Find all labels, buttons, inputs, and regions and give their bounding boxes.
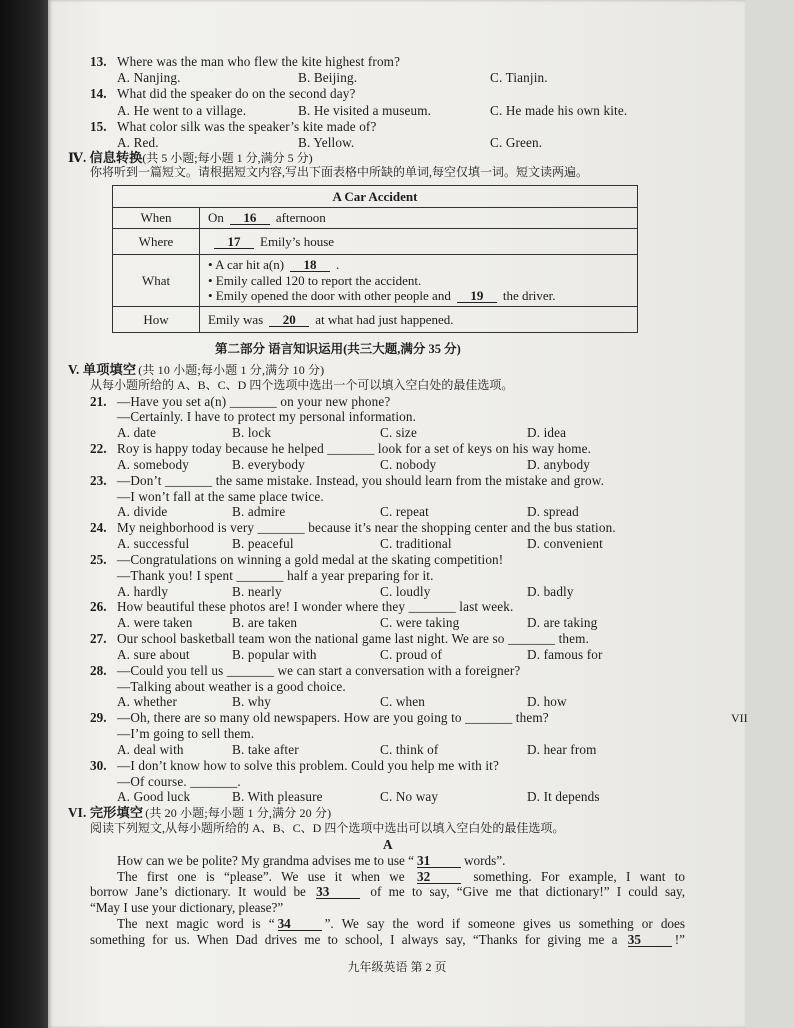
text: On [208, 210, 224, 226]
answer-blank-35: 35 [628, 934, 672, 947]
section-6-instruction [0, 821, 794, 837]
passage-text: “May I use your dictionary, please?” [90, 900, 284, 916]
passage-line-1 [0, 853, 794, 869]
option-c: C. repeat [380, 504, 429, 520]
option-c: C. size [380, 425, 417, 441]
options-13 [0, 70, 794, 86]
question-number: 13. [90, 54, 107, 69]
options-22 [0, 457, 794, 473]
question-text: —Of course. _______. [117, 773, 241, 789]
option-d: D. convenient [527, 536, 603, 552]
option-a: A. date [117, 425, 157, 441]
text: . [336, 257, 340, 273]
question-15 [0, 119, 794, 135]
question-number: 24. [90, 520, 107, 536]
question-23-reply [0, 489, 794, 505]
option-b: B. admire [232, 504, 286, 520]
row-content [200, 255, 556, 306]
text: of me to say, “Give me that dictionary!” I could say, [370, 884, 685, 900]
section-4-label: Ⅳ. 信息转换 [68, 150, 143, 165]
option-a: A. Good luck [117, 789, 191, 805]
option-a: A. hardly [117, 583, 169, 599]
text: The next magic word is “ [117, 915, 275, 931]
row-content [200, 229, 334, 254]
question-number: 25. [90, 551, 107, 567]
section-heading [68, 805, 331, 822]
section-4-instruction: 你将听到一篇短文。请根据短文内容,写出下面表格中所缺的单词,每空仅填一词。短文读两遍。 [90, 165, 589, 179]
text: afternoon [275, 210, 326, 226]
question-number: 21. [90, 393, 107, 409]
passage-line-6 [0, 932, 794, 948]
table-row-how [113, 306, 637, 332]
option-d: D. It depends [527, 789, 600, 805]
question-23 [0, 473, 794, 489]
question-29-reply [0, 726, 794, 742]
option-b: B. nearly [232, 583, 282, 599]
options-15 [0, 135, 794, 151]
text: borrow Jane’s dictionary. It would be [90, 884, 306, 900]
question-24 [0, 520, 794, 536]
question-28-reply [0, 679, 794, 695]
section-4-note: (共 5 小题;每小题 1 分,满分 5 分) [142, 151, 313, 165]
options-26 [0, 615, 794, 631]
question-30-reply [0, 774, 794, 790]
question-text: Roy is happy today because he helped _______ look for a set of keys on his way home. [117, 441, 592, 457]
option-d: D. anybody [527, 456, 591, 472]
question-text: —I won’t fall at the same place twice. [117, 488, 324, 504]
option-a: A. whether [117, 694, 178, 710]
question-number: 23. [90, 472, 107, 488]
text: • Emily called 120 to report the accident. [208, 272, 422, 288]
question-text: —I’m going to sell them. [117, 726, 255, 742]
instruction-text: 阅读下列短文,从每小题所给的 A、B、C、D 四个选项中选出可以填入空白处的最佳选项。 [90, 821, 565, 836]
option-a: A. Red. [117, 134, 159, 150]
option-b: B. peaceful [232, 536, 294, 552]
text: something. For example, I want to [473, 868, 685, 884]
option-c: C. traditional [380, 536, 452, 552]
table-title: A Car Accident [332, 188, 418, 204]
row-label: Where [113, 229, 200, 254]
options-28 [0, 694, 794, 710]
option-b: B. everybody [232, 456, 305, 472]
section-5-heading [0, 362, 794, 378]
option-c: C. Tianjin. [490, 70, 548, 86]
section-5-note: (共 10 小题;每小题 1 分,满分 10 分) [138, 363, 325, 377]
option-a: A. somebody [117, 456, 189, 472]
question-text: Our school basketball team won the national game last night. We are so _______ them. [117, 631, 590, 647]
question-21-reply [0, 409, 794, 425]
question-number: 29. [90, 710, 107, 726]
question-13 [0, 54, 794, 70]
passage-label: A [383, 836, 393, 852]
option-c: C. were taking [380, 615, 460, 631]
passage-text [117, 916, 685, 932]
option-b: B. He visited a museum. [298, 102, 432, 118]
option-b: B. take after [232, 741, 299, 757]
question-28 [0, 663, 794, 679]
answer-blank-34: 34 [278, 918, 322, 931]
option-d: D. idea [527, 425, 567, 441]
question-27 [0, 631, 794, 647]
question-text: —Oh, there are so many old newspapers. How are you going to _______ them? [117, 710, 549, 726]
option-c: C. when [380, 694, 426, 710]
text: something for us. When Dad drives me to school, I always say, “Thanks for giving me a [90, 931, 618, 947]
question-text: —Talking about weather is a good choice. [117, 678, 346, 694]
text: !” [674, 931, 685, 947]
question-25 [0, 552, 794, 568]
text: words”. [464, 852, 506, 868]
instruction-text: 从每小题所给的 A、B、C、D 四个选项中选出一个可以填入空白处的最佳选项。 [90, 377, 514, 392]
question-text: —I don’t know how to solve this problem. Could you help me with it? [117, 757, 499, 773]
question-text: —Have you set a(n) _______ on your new phone? [117, 393, 391, 409]
passage-line-4 [0, 900, 794, 916]
passage-text [117, 853, 685, 869]
question-21 [0, 394, 794, 410]
options-14 [0, 103, 794, 119]
question-number: 22. [90, 441, 107, 457]
language-knowledge-sections [0, 362, 794, 948]
options-25 [0, 584, 794, 600]
option-d: D. badly [527, 583, 574, 599]
option-d: D. hear from [527, 741, 597, 757]
option-a: A. were taken [117, 615, 193, 631]
text: Emily was [208, 311, 264, 327]
passage-line-5 [0, 916, 794, 932]
option-c: C. nobody [380, 456, 437, 472]
part-2-heading: 第二部分 语言知识运用(共三大题,满分 35 分) [215, 342, 461, 356]
question-text: What color silk was the speaker’s kite made of? [117, 118, 377, 134]
passage-text [90, 884, 685, 900]
answer-blank-17: 17 [214, 236, 254, 249]
option-c: C. think of [380, 741, 439, 757]
option-b: B. Yellow. [298, 134, 355, 150]
answer-blank-32: 32 [417, 871, 461, 884]
section-5-instruction [0, 378, 794, 394]
answer-blank-16: 16 [230, 212, 270, 225]
section-6-heading [0, 805, 794, 821]
question-29 [0, 710, 794, 726]
question-14 [0, 86, 794, 102]
margin-section-mark: VII [731, 711, 748, 725]
option-d: D. are taking [527, 615, 598, 631]
option-a: A. deal with [117, 741, 184, 757]
question-text: What did the speaker do on the second day? [117, 86, 356, 102]
question-26 [0, 599, 794, 615]
question-number: 15. [90, 118, 107, 134]
question-number: 28. [90, 662, 107, 678]
option-b: B. Beijing. [298, 70, 358, 86]
option-b: B. are taken [232, 615, 298, 631]
options-29 [0, 742, 794, 758]
option-c: C. Green. [490, 134, 543, 150]
car-accident-table [112, 185, 638, 333]
section-heading [68, 362, 324, 379]
option-b: B. why [232, 694, 272, 710]
option-a: A. sure about [117, 646, 190, 662]
option-d: D. famous for [527, 646, 603, 662]
option-c: C. He made his own kite. [490, 102, 628, 118]
listening-questions [0, 54, 794, 151]
option-c: C. No way [380, 789, 439, 805]
row-content [200, 307, 454, 332]
answer-blank-33: 33 [316, 886, 360, 899]
option-a: A. He went to a village. [117, 102, 247, 118]
question-text: —Thank you! I spent _______ half a year preparing for it. [117, 567, 434, 583]
passage-label-line [0, 837, 794, 853]
passage-line-2 [0, 869, 794, 885]
option-b: B. lock [232, 425, 272, 441]
question-text: —Certainly. I have to protect my personal information. [117, 409, 417, 425]
options-21 [0, 425, 794, 441]
section-6-note: (共 20 小题;每小题 1 分,满分 20 分) [145, 806, 332, 821]
question-22 [0, 441, 794, 457]
row-label: When [113, 208, 200, 228]
option-c: C. proud of [380, 646, 443, 662]
table-row-where [113, 228, 637, 254]
question-number: 27. [90, 631, 107, 647]
text: ”. We say the word if someone gives us something or does [324, 915, 685, 931]
question-text: —Congratulations on winning a gold medal at the skating competition! [117, 551, 504, 567]
answer-blank-20: 20 [269, 314, 309, 327]
option-b: B. popular with [232, 646, 317, 662]
passage-text [90, 932, 685, 948]
option-b: B. With pleasure [232, 789, 323, 805]
question-text: How beautiful these photos are! I wonder where they _______ last week. [117, 599, 514, 615]
table-row-what [113, 254, 637, 306]
question-number: 30. [90, 757, 107, 773]
question-text: Where was the man who flew the kite highest from? [117, 54, 401, 69]
question-number: 26. [90, 599, 107, 615]
answer-blank-31: 31 [417, 855, 461, 868]
section-6-label: VI. 完形填空 [68, 805, 144, 821]
question-30 [0, 758, 794, 774]
question-number: 14. [90, 86, 107, 102]
text: How can we be polite? My grandma advises me to use “ [117, 852, 414, 868]
question-text: —Could you tell us _______ we can start a conversation with a foreigner? [117, 662, 521, 678]
page-footer: 九年级英语 第 2 页 [347, 960, 447, 974]
text: at what had just happened. [315, 311, 454, 327]
text: Emily’s house [260, 233, 335, 249]
passage-line-3 [0, 884, 794, 900]
text: • Emily opened the door with other people and [208, 288, 451, 304]
option-d: D. how [527, 694, 567, 710]
text: The first one is “please”. We use it when we [117, 868, 405, 884]
question-text: —Don’t _______ the same mistake. Instead, you should learn from the mistake and grow. [117, 472, 605, 488]
options-30 [0, 789, 794, 805]
passage-text [117, 869, 685, 885]
options-24 [0, 536, 794, 552]
option-d: D. spread [527, 504, 579, 520]
question-25-reply [0, 568, 794, 584]
table-row-when [113, 207, 637, 228]
answer-blank-19: 19 [457, 290, 497, 303]
option-c: C. loudly [380, 583, 431, 599]
row-content [200, 208, 326, 228]
answer-blank-18: 18 [290, 259, 330, 272]
options-27 [0, 647, 794, 663]
row-label: What [113, 255, 200, 306]
text: the driver. [502, 288, 556, 304]
option-a: A. Nanjing. [117, 70, 181, 86]
options-23 [0, 504, 794, 520]
row-label: How [113, 307, 200, 332]
option-a: A. successful [117, 536, 190, 552]
section-5-label: V. 单项填空 [68, 362, 137, 377]
question-text: My neighborhood is very _______ because it’s near the shopping center and the bus station. [117, 520, 616, 536]
option-a: A. divide [117, 504, 168, 520]
text: • A car hit a(n) [208, 257, 285, 273]
